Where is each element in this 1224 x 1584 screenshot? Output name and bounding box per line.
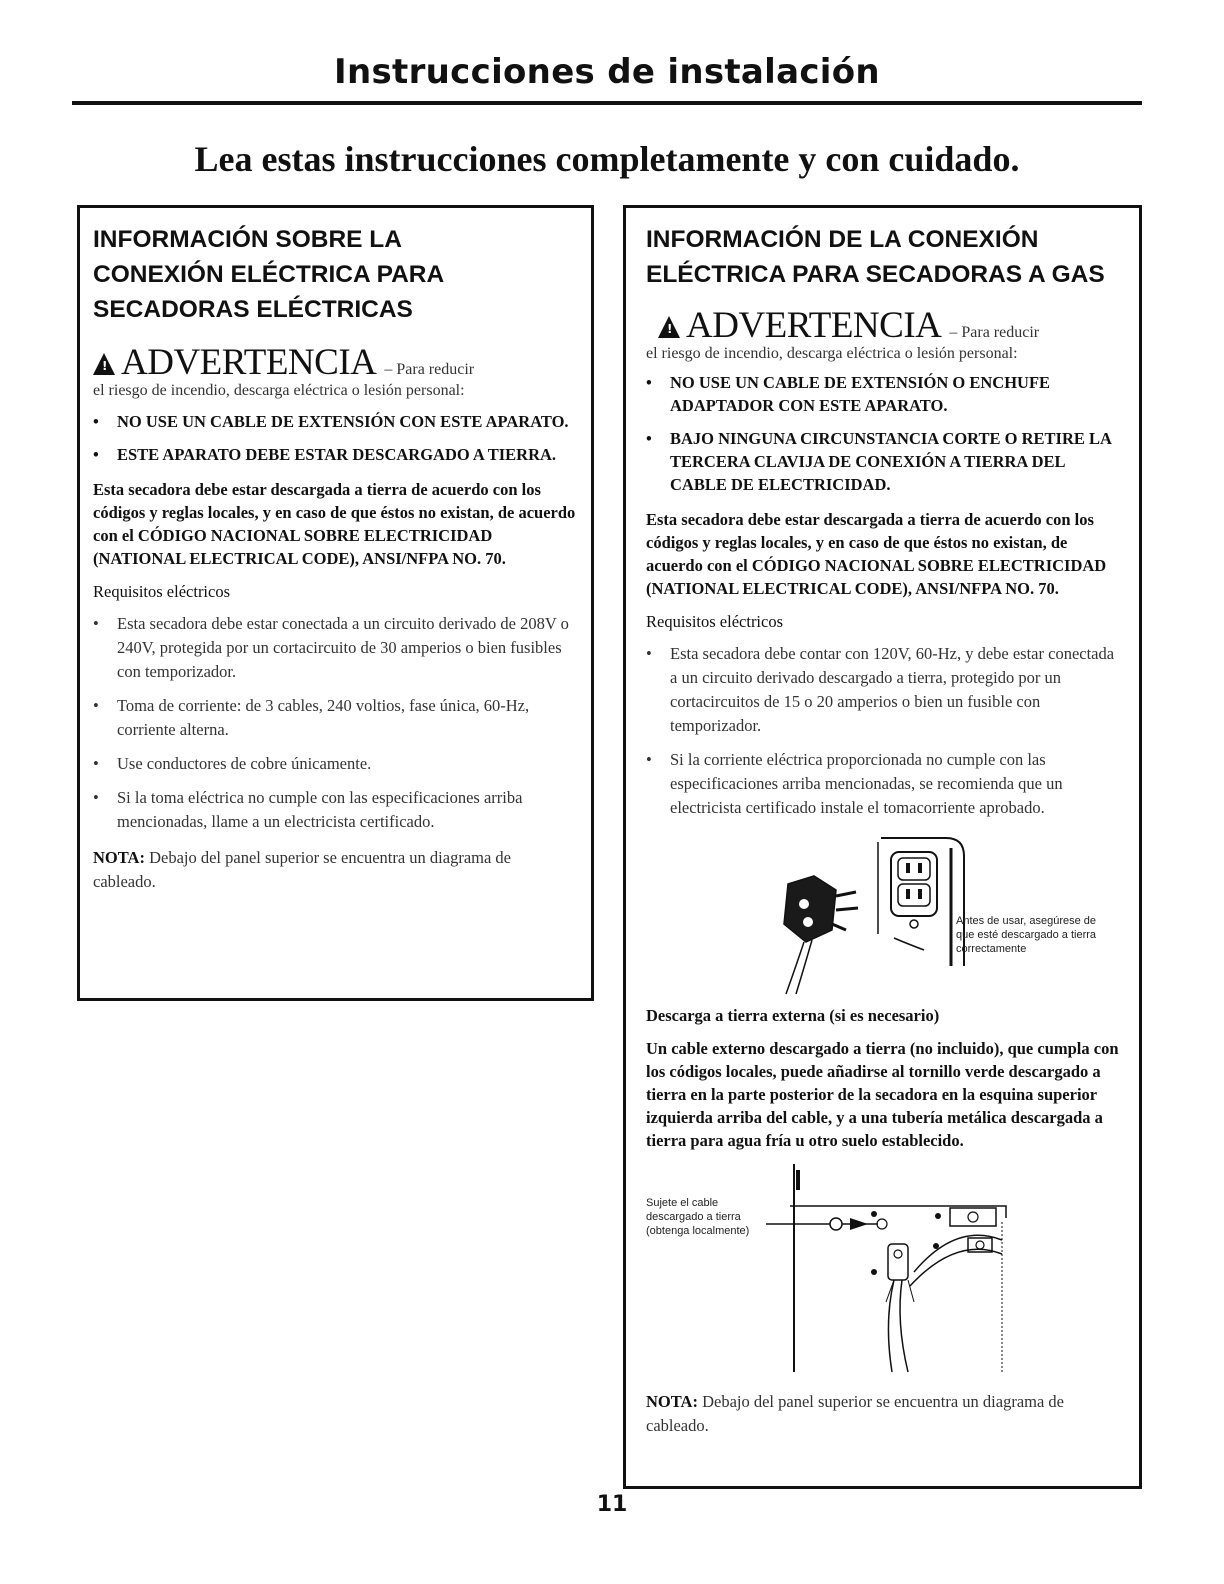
wiring-note bbox=[93, 846, 577, 894]
list-item: • NO USE UN CABLE DE EXTENSIÓN O ENCHUFE ADAPTADOR CON ESTE APARATO. bbox=[646, 373, 1051, 415]
list-item: • BAJO NINGUNA CIRCUNSTANCIA CORTE O RETIRE LA TERCERA CLAVIJA DE CONEXIÓN A TIERRA DEL CABLE DE ELECTRICIDAD. bbox=[646, 429, 1112, 494]
warning-triangle-icon: ! bbox=[658, 316, 680, 338]
header-divider bbox=[72, 101, 1142, 105]
bullet-icon: • bbox=[93, 412, 99, 431]
bullet-icon: • bbox=[93, 788, 99, 807]
note-label: NOTA: bbox=[646, 1392, 698, 1411]
list-item: • Esta secadora debe estar conectada a un circuito derivado de 208V o 240V, protegida por un cortacircuito de 30 amperios o bien fusibles con temporizador. bbox=[93, 614, 569, 681]
plug-outlet-diagram bbox=[646, 826, 1126, 996]
bullet-icon: • bbox=[93, 696, 99, 715]
screw-caption: Sujete el cable descargado a tierra (obtenga localmente) bbox=[646, 1197, 750, 1237]
bullet-icon: • bbox=[93, 445, 99, 464]
grounding-paragraph: Esta secadora debe estar descargada a tierra de acuerdo con los códigos y reglas locales, y en caso de que éstos no existan, de acuerdo con el CÓDIGO NACIONAL SOBRE ELECTRICIDAD (NATIONAL ELECTRICAL CODE), ANSI/NFPA NO. 70. bbox=[93, 480, 576, 568]
electric-dryer-section bbox=[77, 205, 594, 1001]
page-title: Instrucciones de instalación bbox=[334, 52, 880, 92]
note-label: NOTA: bbox=[93, 848, 145, 867]
bullet-icon: • bbox=[646, 373, 652, 392]
requirements-title: Requisitos eléctricos bbox=[93, 582, 231, 601]
requirements-list bbox=[93, 612, 577, 834]
warning-bullets bbox=[646, 371, 1125, 496]
warning-bullets bbox=[93, 410, 577, 466]
page-number: 11 bbox=[596, 1492, 628, 1517]
warning-word: ADVERTENCIA bbox=[121, 342, 377, 383]
wiring-note bbox=[646, 1390, 1125, 1438]
ground-screw-illustration bbox=[646, 1162, 1125, 1384]
bullet-icon: • bbox=[646, 429, 652, 448]
bullet-icon: • bbox=[646, 750, 652, 769]
list-item: • Si la corriente eléctrica proporcionada no cumple con las especificaciones arriba mencionadas, se recomienda que un electricista certificado instale el tomacorriente aprobado. bbox=[646, 750, 1063, 817]
bullet-icon: • bbox=[93, 754, 99, 773]
list-item: • ESTE APARATO DEBE ESTAR DESCARGADO A TIERRA. bbox=[93, 445, 557, 464]
gas-dryer-section bbox=[623, 205, 1142, 1489]
list-item: • NO USE UN CABLE DE EXTENSIÓN CON ESTE APARATO. bbox=[93, 412, 569, 431]
external-ground-title: Descarga a tierra externa (si es necesario) bbox=[646, 1006, 940, 1025]
page-subtitle: Lea estas instrucciones completamente y con cuidado. bbox=[194, 139, 1020, 179]
warning-lead: – Para reducir bbox=[384, 361, 475, 378]
requirements-list bbox=[646, 642, 1125, 820]
warning-block bbox=[646, 304, 1125, 363]
list-item: • Si la toma eléctrica no cumple con las especificaciones arriba mencionadas, llame a un electricista certificado. bbox=[93, 788, 523, 831]
note-text: Debajo del panel superior se encuentra un diagrama de cableado. bbox=[646, 1392, 1065, 1435]
gas-section-heading: INFORMACIÓN DE LA CONEXIÓN ELÉCTRICA PARA SECADORAS A GAS bbox=[646, 226, 1105, 288]
warning-word: ADVERTENCIA bbox=[686, 305, 942, 346]
list-item: • Esta secadora debe contar con 120V, 60-Hz, y debe estar conectada a un circuito derivado descargado a tierra, protegido por un cortacircuitos de 15 o 20 amperios o bien un fusible con temporizador. bbox=[646, 644, 1115, 735]
external-ground-paragraph: Un cable externo descargado a tierra (no incluido), que cumpla con los códigos locales, puede añadirse al tornillo verde descargado a tierra en la parte posterior de la secadora en la esquina superior izquierda arriba del cable, y a una tubería metálica descargada a tierra para agua fría u otro suelo establecido. bbox=[646, 1039, 1119, 1150]
electric-section-heading: INFORMACIÓN SOBRE LA CONEXIÓN ELÉCTRICA PARA SECADORAS ELÉCTRICAS bbox=[93, 226, 445, 323]
note-text: Debajo del panel superior se encuentra un diagrama de cableado. bbox=[93, 848, 512, 891]
warning-continuation: el riesgo de incendio, descarga eléctrica o lesión personal: bbox=[646, 345, 1018, 362]
list-item: • Toma de corriente: de 3 cables, 240 voltios, fase única, 60-Hz, corriente alterna. bbox=[93, 696, 530, 739]
warning-lead: – Para reducir bbox=[949, 324, 1040, 341]
warning-triangle-icon: ! bbox=[93, 353, 115, 375]
outlet-illustration bbox=[646, 826, 1125, 996]
outlet-caption: Antes de usar, asegúrese de que esté descargado a tierra correctamente bbox=[956, 915, 1097, 955]
bullet-icon: • bbox=[646, 644, 652, 663]
grounding-paragraph: Esta secadora debe estar descargada a tierra de acuerdo con los códigos y reglas locales, y en caso de que éstos no existan, de acuerdo con el CÓDIGO NACIONAL SOBRE ELECTRICIDAD (NATIONAL ELECTRICAL CODE), ANSI/NFPA NO. 70. bbox=[646, 510, 1107, 598]
warning-continuation: el riesgo de incendio, descarga eléctrica o lesión personal: bbox=[93, 382, 465, 399]
list-item: • Use conductores de cobre únicamente. bbox=[93, 752, 577, 776]
warning-block bbox=[93, 341, 577, 400]
bullet-icon: • bbox=[93, 614, 99, 633]
requirements-title: Requisitos eléctricos bbox=[646, 612, 784, 631]
